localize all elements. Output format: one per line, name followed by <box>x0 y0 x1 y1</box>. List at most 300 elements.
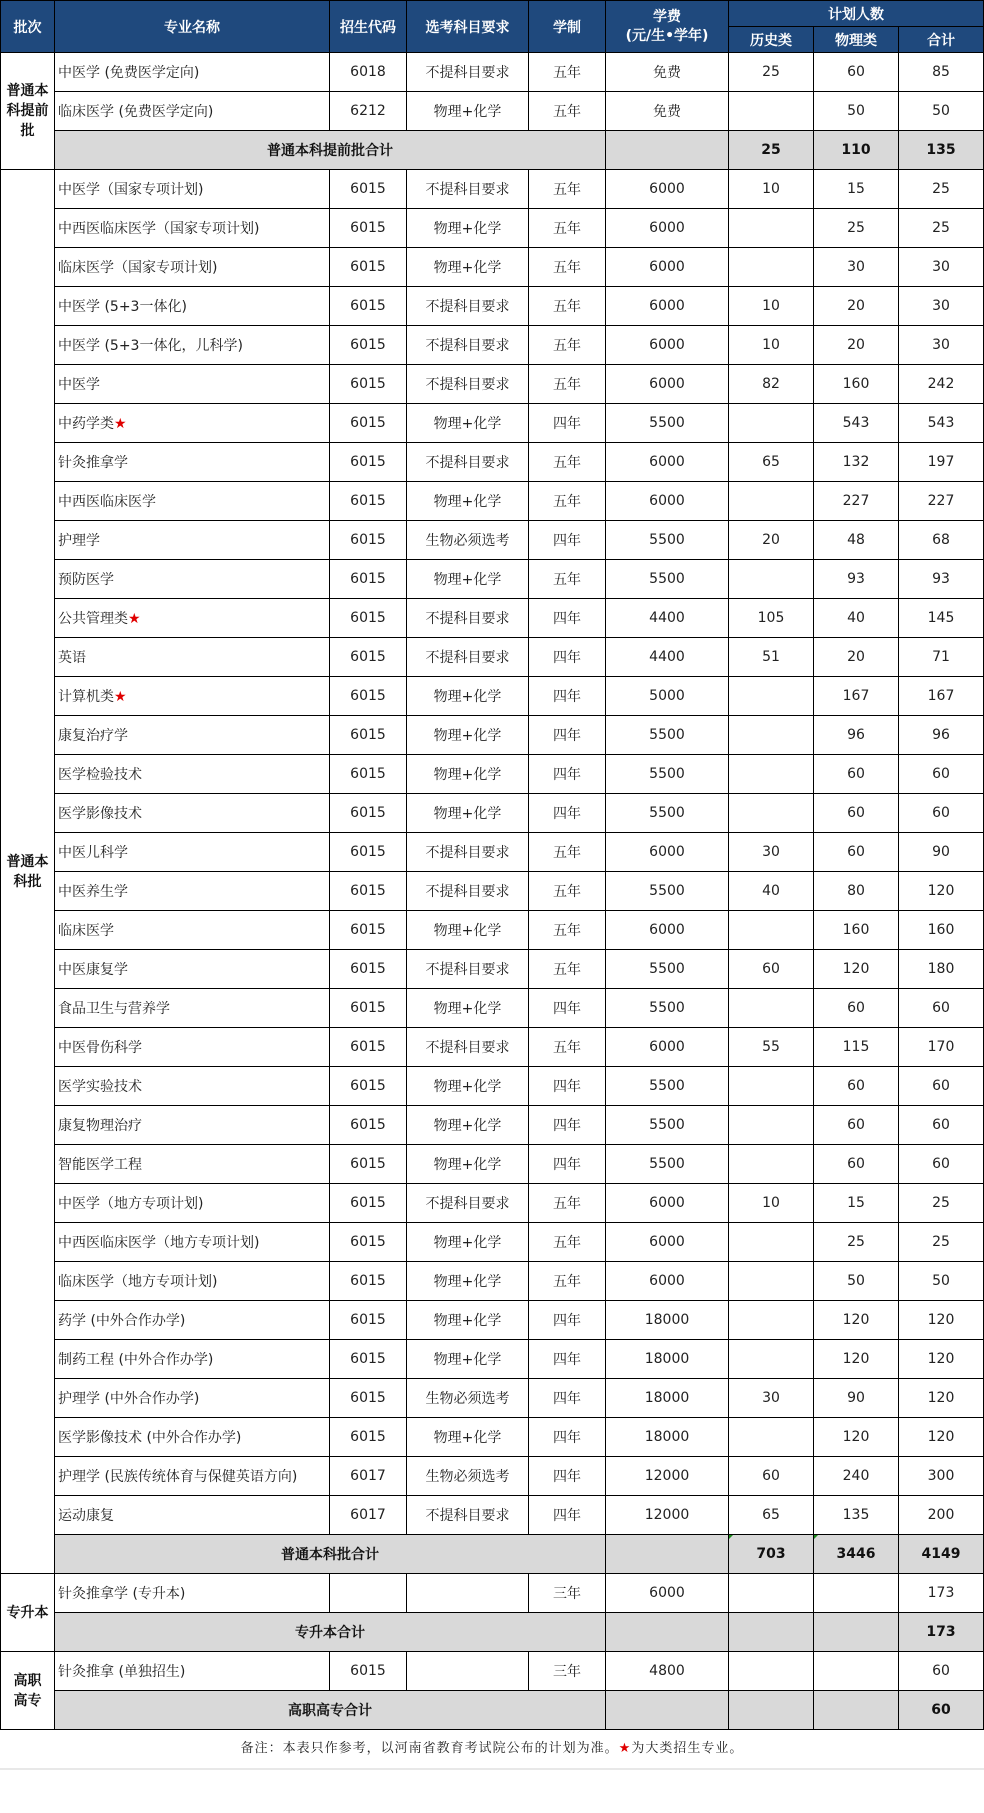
subject-requirement-cell: 物理+化学 <box>407 794 529 833</box>
subtotal-history: 703 <box>729 1535 814 1574</box>
physics-count-cell: 167 <box>814 677 899 716</box>
duration-cell: 五年 <box>529 833 606 872</box>
total-count-cell: 197 <box>899 443 984 482</box>
header-code: 招生代码 <box>330 1 407 53</box>
table-row <box>1 482 984 521</box>
subtotal-label: 高职高专合计 <box>55 1691 606 1730</box>
total-count-cell: 120 <box>899 872 984 911</box>
tuition-cell: 5500 <box>606 1145 729 1184</box>
total-count-cell: 170 <box>899 1028 984 1067</box>
physics-count-cell: 115 <box>814 1028 899 1067</box>
code-cell <box>330 1574 407 1613</box>
code-cell: 6015 <box>330 1340 407 1379</box>
header-plan: 计划人数 <box>729 1 984 27</box>
code-cell: 6017 <box>330 1457 407 1496</box>
physics-count-cell: 48 <box>814 521 899 560</box>
table-row <box>1 326 984 365</box>
major-name-cell <box>55 755 330 794</box>
history-count-cell <box>729 92 814 131</box>
major-name: 临床医学 (免费医学定向) <box>58 104 214 120</box>
subject-requirement-cell: 物理+化学 <box>407 482 529 521</box>
header-history: 历史类 <box>729 27 814 53</box>
code-cell: 6015 <box>330 521 407 560</box>
subtotal-history <box>729 1691 814 1730</box>
table-row <box>1 248 984 287</box>
code-cell: 6015 <box>330 638 407 677</box>
total-count-cell: 60 <box>899 1652 984 1691</box>
major-name: 中医学 (5+3一体化，儿科学) <box>58 338 243 354</box>
table-row <box>1 1028 984 1067</box>
major-name-cell <box>55 599 330 638</box>
tuition-cell: 5500 <box>606 521 729 560</box>
duration-cell: 四年 <box>529 1379 606 1418</box>
duration-cell: 五年 <box>529 950 606 989</box>
history-count-cell: 105 <box>729 599 814 638</box>
code-cell: 6015 <box>330 872 407 911</box>
table-row <box>1 53 984 92</box>
history-count-cell <box>729 482 814 521</box>
history-count-cell <box>729 1418 814 1457</box>
subject-requirement-cell: 物理+化学 <box>407 248 529 287</box>
duration-cell: 五年 <box>529 248 606 287</box>
duration-cell: 四年 <box>529 1301 606 1340</box>
tuition-cell: 6000 <box>606 1028 729 1067</box>
code-cell: 6015 <box>330 1652 407 1691</box>
code-cell: 6015 <box>330 911 407 950</box>
major-name-cell <box>55 638 330 677</box>
code-cell: 6015 <box>330 989 407 1028</box>
major-name-cell <box>55 92 330 131</box>
total-count-cell: 30 <box>899 248 984 287</box>
major-name-cell <box>55 1340 330 1379</box>
history-count-cell: 30 <box>729 833 814 872</box>
major-name-cell <box>55 1496 330 1535</box>
history-count-cell: 55 <box>729 1028 814 1067</box>
table-row <box>1 911 984 950</box>
physics-count-cell: 50 <box>814 92 899 131</box>
subject-requirement-cell: 不提科目要求 <box>407 326 529 365</box>
table-row <box>1 833 984 872</box>
total-count-cell: 30 <box>899 287 984 326</box>
subtotal-physics: 3446 <box>814 1535 899 1574</box>
total-count-cell: 50 <box>899 92 984 131</box>
history-count-cell: 10 <box>729 287 814 326</box>
tuition-cell: 18000 <box>606 1340 729 1379</box>
table-body <box>1 53 984 1730</box>
code-cell: 6015 <box>330 365 407 404</box>
total-count-cell: 90 <box>899 833 984 872</box>
major-name: 医学检验技术 <box>58 767 142 783</box>
history-count-cell: 60 <box>729 1457 814 1496</box>
duration-cell: 五年 <box>529 872 606 911</box>
tuition-cell: 5500 <box>606 404 729 443</box>
total-count-cell: 167 <box>899 677 984 716</box>
star-icon: ★ <box>618 1741 632 1756</box>
duration-cell: 五年 <box>529 326 606 365</box>
major-name: 中医学（国家专项计划) <box>58 182 204 198</box>
tuition-cell: 6000 <box>606 1262 729 1301</box>
star-icon: ★ <box>128 611 141 627</box>
history-count-cell <box>729 560 814 599</box>
table-row <box>1 1184 984 1223</box>
duration-cell: 五年 <box>529 365 606 404</box>
tuition-cell: 6000 <box>606 365 729 404</box>
major-name: 中医学 (5+3一体化) <box>58 299 187 315</box>
star-icon: ★ <box>114 689 127 705</box>
code-cell: 6015 <box>330 1145 407 1184</box>
code-cell: 6212 <box>330 92 407 131</box>
total-count-cell: 96 <box>899 716 984 755</box>
history-count-cell: 10 <box>729 326 814 365</box>
tuition-cell: 6000 <box>606 1574 729 1613</box>
history-count-cell <box>729 1652 814 1691</box>
total-count-cell: 93 <box>899 560 984 599</box>
table-row <box>1 1106 984 1145</box>
subtotal-empty-cell <box>606 1535 729 1574</box>
major-name: 中西医临床医学 <box>58 494 156 510</box>
subject-requirement-cell: 生物必须选考 <box>407 521 529 560</box>
tuition-cell: 18000 <box>606 1418 729 1457</box>
code-cell: 6015 <box>330 1067 407 1106</box>
duration-cell: 五年 <box>529 911 606 950</box>
subject-requirement-cell: 不提科目要求 <box>407 599 529 638</box>
major-name-cell <box>55 1223 330 1262</box>
major-name: 中药学类 <box>58 416 114 432</box>
duration-cell: 四年 <box>529 638 606 677</box>
total-count-cell: 120 <box>899 1301 984 1340</box>
table-row <box>1 209 984 248</box>
tuition-cell: 18000 <box>606 1301 729 1340</box>
history-count-cell <box>729 1574 814 1613</box>
subject-requirement-cell: 物理+化学 <box>407 911 529 950</box>
total-count-cell: 543 <box>899 404 984 443</box>
duration-cell: 四年 <box>529 794 606 833</box>
major-name-cell <box>55 170 330 209</box>
subject-requirement-cell: 物理+化学 <box>407 1106 529 1145</box>
subject-requirement-cell: 物理+化学 <box>407 1340 529 1379</box>
total-count-cell: 85 <box>899 53 984 92</box>
table-row <box>1 872 984 911</box>
major-name-cell <box>55 872 330 911</box>
subtotal-total: 135 <box>899 131 984 170</box>
physics-count-cell <box>814 1652 899 1691</box>
major-name-cell <box>55 560 330 599</box>
physics-count-cell: 15 <box>814 170 899 209</box>
code-cell: 6015 <box>330 1028 407 1067</box>
major-name: 中医学 (免费医学定向) <box>58 65 200 81</box>
physics-count-cell: 240 <box>814 1457 899 1496</box>
table-row <box>1 1262 984 1301</box>
major-name-cell <box>55 1379 330 1418</box>
code-cell: 6018 <box>330 53 407 92</box>
physics-count-cell: 60 <box>814 794 899 833</box>
duration-cell: 四年 <box>529 1106 606 1145</box>
physics-count-cell: 60 <box>814 755 899 794</box>
batch-label-line: 高专 <box>13 1692 42 1709</box>
table-row <box>1 1418 984 1457</box>
major-name: 医学影像技术 (中外合作办学) <box>58 1430 242 1446</box>
major-name-cell <box>55 1574 330 1613</box>
history-count-cell: 20 <box>729 521 814 560</box>
subject-requirement-cell: 不提科目要求 <box>407 638 529 677</box>
duration-cell: 五年 <box>529 1184 606 1223</box>
header-tuition <box>606 1 729 53</box>
major-name-cell <box>55 911 330 950</box>
major-name-cell <box>55 248 330 287</box>
history-count-cell: 60 <box>729 950 814 989</box>
code-cell: 6015 <box>330 1418 407 1457</box>
total-count-cell: 25 <box>899 209 984 248</box>
code-cell: 6015 <box>330 482 407 521</box>
code-cell: 6015 <box>330 716 407 755</box>
major-name: 护理学 (中外合作办学) <box>58 1391 200 1407</box>
duration-cell: 三年 <box>529 1574 606 1613</box>
table-row <box>1 1652 984 1691</box>
duration-cell: 四年 <box>529 1496 606 1535</box>
subject-requirement-cell: 物理+化学 <box>407 92 529 131</box>
duration-cell: 四年 <box>529 1418 606 1457</box>
duration-cell: 四年 <box>529 599 606 638</box>
batch-label-line: 科批 <box>13 873 42 890</box>
tuition-cell: 6000 <box>606 833 729 872</box>
major-name: 护理学 <box>58 533 100 549</box>
physics-count-cell: 132 <box>814 443 899 482</box>
subject-requirement-cell: 不提科目要求 <box>407 872 529 911</box>
major-name: 针灸推拿学 <box>58 455 128 471</box>
total-count-cell: 60 <box>899 1067 984 1106</box>
major-name: 护理学 (民族传统体育与保健英语方向) <box>58 1469 298 1485</box>
code-cell: 6015 <box>330 1301 407 1340</box>
code-cell: 6017 <box>330 1496 407 1535</box>
subject-requirement-cell: 物理+化学 <box>407 1067 529 1106</box>
major-name: 中医学（地方专项计划) <box>58 1196 204 1212</box>
duration-cell: 四年 <box>529 1457 606 1496</box>
total-count-cell: 50 <box>899 1262 984 1301</box>
duration-cell: 四年 <box>529 404 606 443</box>
total-count-cell: 25 <box>899 1184 984 1223</box>
subtotal-total: 173 <box>899 1613 984 1652</box>
physics-count-cell: 120 <box>814 1340 899 1379</box>
subject-requirement-cell: 不提科目要求 <box>407 443 529 482</box>
physics-count-cell: 60 <box>814 989 899 1028</box>
subtotal-empty-cell <box>606 1613 729 1652</box>
physics-count-cell: 90 <box>814 1379 899 1418</box>
physics-count-cell: 120 <box>814 1418 899 1457</box>
major-name-cell <box>55 365 330 404</box>
table-row <box>1 1496 984 1535</box>
table-row <box>1 170 984 209</box>
physics-count-cell: 60 <box>814 1067 899 1106</box>
tuition-cell: 6000 <box>606 287 729 326</box>
header-major: 专业名称 <box>55 1 330 53</box>
history-count-cell: 40 <box>729 872 814 911</box>
major-name: 智能医学工程 <box>58 1157 142 1173</box>
major-name: 制药工程 (中外合作办学) <box>58 1352 214 1368</box>
history-count-cell <box>729 1223 814 1262</box>
footer-note-text: 备注：本表只作参考，以河南省教育考试院公布的计划为准。 <box>240 1741 619 1756</box>
duration-cell: 五年 <box>529 1223 606 1262</box>
code-cell: 6015 <box>330 1223 407 1262</box>
subtotal-label: 普通本科批合计 <box>55 1535 606 1574</box>
subtotal-label: 普通本科提前批合计 <box>55 131 606 170</box>
history-count-cell <box>729 1340 814 1379</box>
history-count-cell: 65 <box>729 1496 814 1535</box>
physics-count-cell <box>814 1574 899 1613</box>
tuition-cell: 免费 <box>606 92 729 131</box>
physics-count-cell: 120 <box>814 950 899 989</box>
table-row <box>1 1223 984 1262</box>
history-count-cell <box>729 248 814 287</box>
total-count-cell: 120 <box>899 1379 984 1418</box>
subject-requirement-cell: 物理+化学 <box>407 716 529 755</box>
table-row <box>1 1067 984 1106</box>
tuition-cell: 5500 <box>606 755 729 794</box>
tuition-cell: 6000 <box>606 1184 729 1223</box>
tuition-cell: 5500 <box>606 1067 729 1106</box>
batch-cell <box>1 1652 55 1730</box>
major-name: 中医养生学 <box>58 884 128 900</box>
physics-count-cell: 160 <box>814 365 899 404</box>
table-row <box>1 443 984 482</box>
major-name-cell <box>55 833 330 872</box>
header-subject-requirement: 选考科目要求 <box>407 1 529 53</box>
total-count-cell: 200 <box>899 1496 984 1535</box>
duration-cell: 五年 <box>529 92 606 131</box>
subject-requirement-cell: 不提科目要求 <box>407 287 529 326</box>
history-count-cell <box>729 794 814 833</box>
batch-label-line: 普通本 <box>6 83 49 99</box>
subject-requirement-cell: 生物必须选考 <box>407 1457 529 1496</box>
major-name: 中医骨伤科学 <box>58 1040 142 1056</box>
major-name: 中西医临床医学（地方专项计划) <box>58 1235 260 1251</box>
total-count-cell: 60 <box>899 755 984 794</box>
physics-count-cell: 135 <box>814 1496 899 1535</box>
history-count-cell <box>729 1145 814 1184</box>
subtotal-physics <box>814 1691 899 1730</box>
tuition-cell: 4400 <box>606 638 729 677</box>
code-cell: 6015 <box>330 755 407 794</box>
header-duration: 学制 <box>529 1 606 53</box>
code-cell: 6015 <box>330 1184 407 1223</box>
history-count-cell: 30 <box>729 1379 814 1418</box>
code-cell: 6015 <box>330 833 407 872</box>
subject-requirement-cell: 物理+化学 <box>407 1418 529 1457</box>
code-cell: 6015 <box>330 404 407 443</box>
total-count-cell: 160 <box>899 911 984 950</box>
major-name: 运动康复 <box>58 1508 114 1524</box>
total-count-cell: 120 <box>899 1340 984 1379</box>
physics-count-cell: 93 <box>814 560 899 599</box>
subject-requirement-cell: 物理+化学 <box>407 1262 529 1301</box>
subtotal-row <box>1 131 984 170</box>
major-name: 临床医学（地方专项计划) <box>58 1274 218 1290</box>
batch-cell <box>1 53 55 170</box>
major-name-cell <box>55 950 330 989</box>
header-batch: 批次 <box>1 1 55 53</box>
duration-cell: 四年 <box>529 521 606 560</box>
batch-label-line: 科提前 <box>6 103 49 119</box>
history-count-cell: 10 <box>729 170 814 209</box>
code-cell: 6015 <box>330 443 407 482</box>
table-row <box>1 716 984 755</box>
total-count-cell: 145 <box>899 599 984 638</box>
subject-requirement-cell: 物理+化学 <box>407 755 529 794</box>
header-row-1 <box>1 1 984 27</box>
subtotal-empty-cell <box>606 131 729 170</box>
physics-count-cell: 60 <box>814 833 899 872</box>
tuition-cell: 5500 <box>606 1106 729 1145</box>
major-name: 预防医学 <box>58 572 114 588</box>
physics-count-cell: 25 <box>814 209 899 248</box>
table-row <box>1 950 984 989</box>
major-name-cell <box>55 1262 330 1301</box>
history-count-cell <box>729 1067 814 1106</box>
physics-count-cell: 30 <box>814 248 899 287</box>
major-name-cell <box>55 1067 330 1106</box>
code-cell: 6015 <box>330 326 407 365</box>
major-name-cell <box>55 1457 330 1496</box>
history-count-cell <box>729 989 814 1028</box>
tuition-cell: 12000 <box>606 1457 729 1496</box>
duration-cell: 四年 <box>529 677 606 716</box>
major-name: 康复物理治疗 <box>58 1118 142 1134</box>
duration-cell: 五年 <box>529 1028 606 1067</box>
duration-cell: 五年 <box>529 287 606 326</box>
total-count-cell: 71 <box>899 638 984 677</box>
code-cell: 6015 <box>330 1379 407 1418</box>
history-count-cell <box>729 1301 814 1340</box>
tuition-cell: 5500 <box>606 950 729 989</box>
physics-count-cell: 96 <box>814 716 899 755</box>
subject-requirement-cell: 不提科目要求 <box>407 365 529 404</box>
subject-requirement-cell: 不提科目要求 <box>407 950 529 989</box>
code-cell: 6015 <box>330 560 407 599</box>
total-count-cell: 227 <box>899 482 984 521</box>
duration-cell: 五年 <box>529 1262 606 1301</box>
major-name: 食品卫生与营养学 <box>58 1001 170 1017</box>
batch-label-line: 批 <box>20 123 35 139</box>
major-name-cell <box>55 1184 330 1223</box>
major-name: 针灸推拿 (单独招生) <box>58 1664 186 1680</box>
table-row <box>1 599 984 638</box>
major-name: 康复治疗学 <box>58 728 128 744</box>
major-name-cell <box>55 1028 330 1067</box>
code-cell: 6015 <box>330 1262 407 1301</box>
physics-count-cell: 40 <box>814 599 899 638</box>
duration-cell: 四年 <box>529 716 606 755</box>
tuition-cell: 18000 <box>606 1379 729 1418</box>
subject-requirement-cell: 物理+化学 <box>407 989 529 1028</box>
batch-label-line: 高职 <box>13 1672 42 1689</box>
total-count-cell: 120 <box>899 1418 984 1457</box>
total-count-cell: 60 <box>899 1145 984 1184</box>
tuition-cell: 6000 <box>606 170 729 209</box>
total-count-cell: 60 <box>899 1106 984 1145</box>
code-cell: 6015 <box>330 248 407 287</box>
major-name-cell <box>55 287 330 326</box>
footer-note <box>0 1730 984 1770</box>
table-row <box>1 794 984 833</box>
history-count-cell <box>729 404 814 443</box>
table-row <box>1 755 984 794</box>
physics-count-cell: 20 <box>814 638 899 677</box>
tuition-cell: 6000 <box>606 482 729 521</box>
code-cell: 6015 <box>330 170 407 209</box>
physics-count-cell: 227 <box>814 482 899 521</box>
table-row <box>1 521 984 560</box>
major-name: 中医康复学 <box>58 962 128 978</box>
history-count-cell <box>729 1106 814 1145</box>
